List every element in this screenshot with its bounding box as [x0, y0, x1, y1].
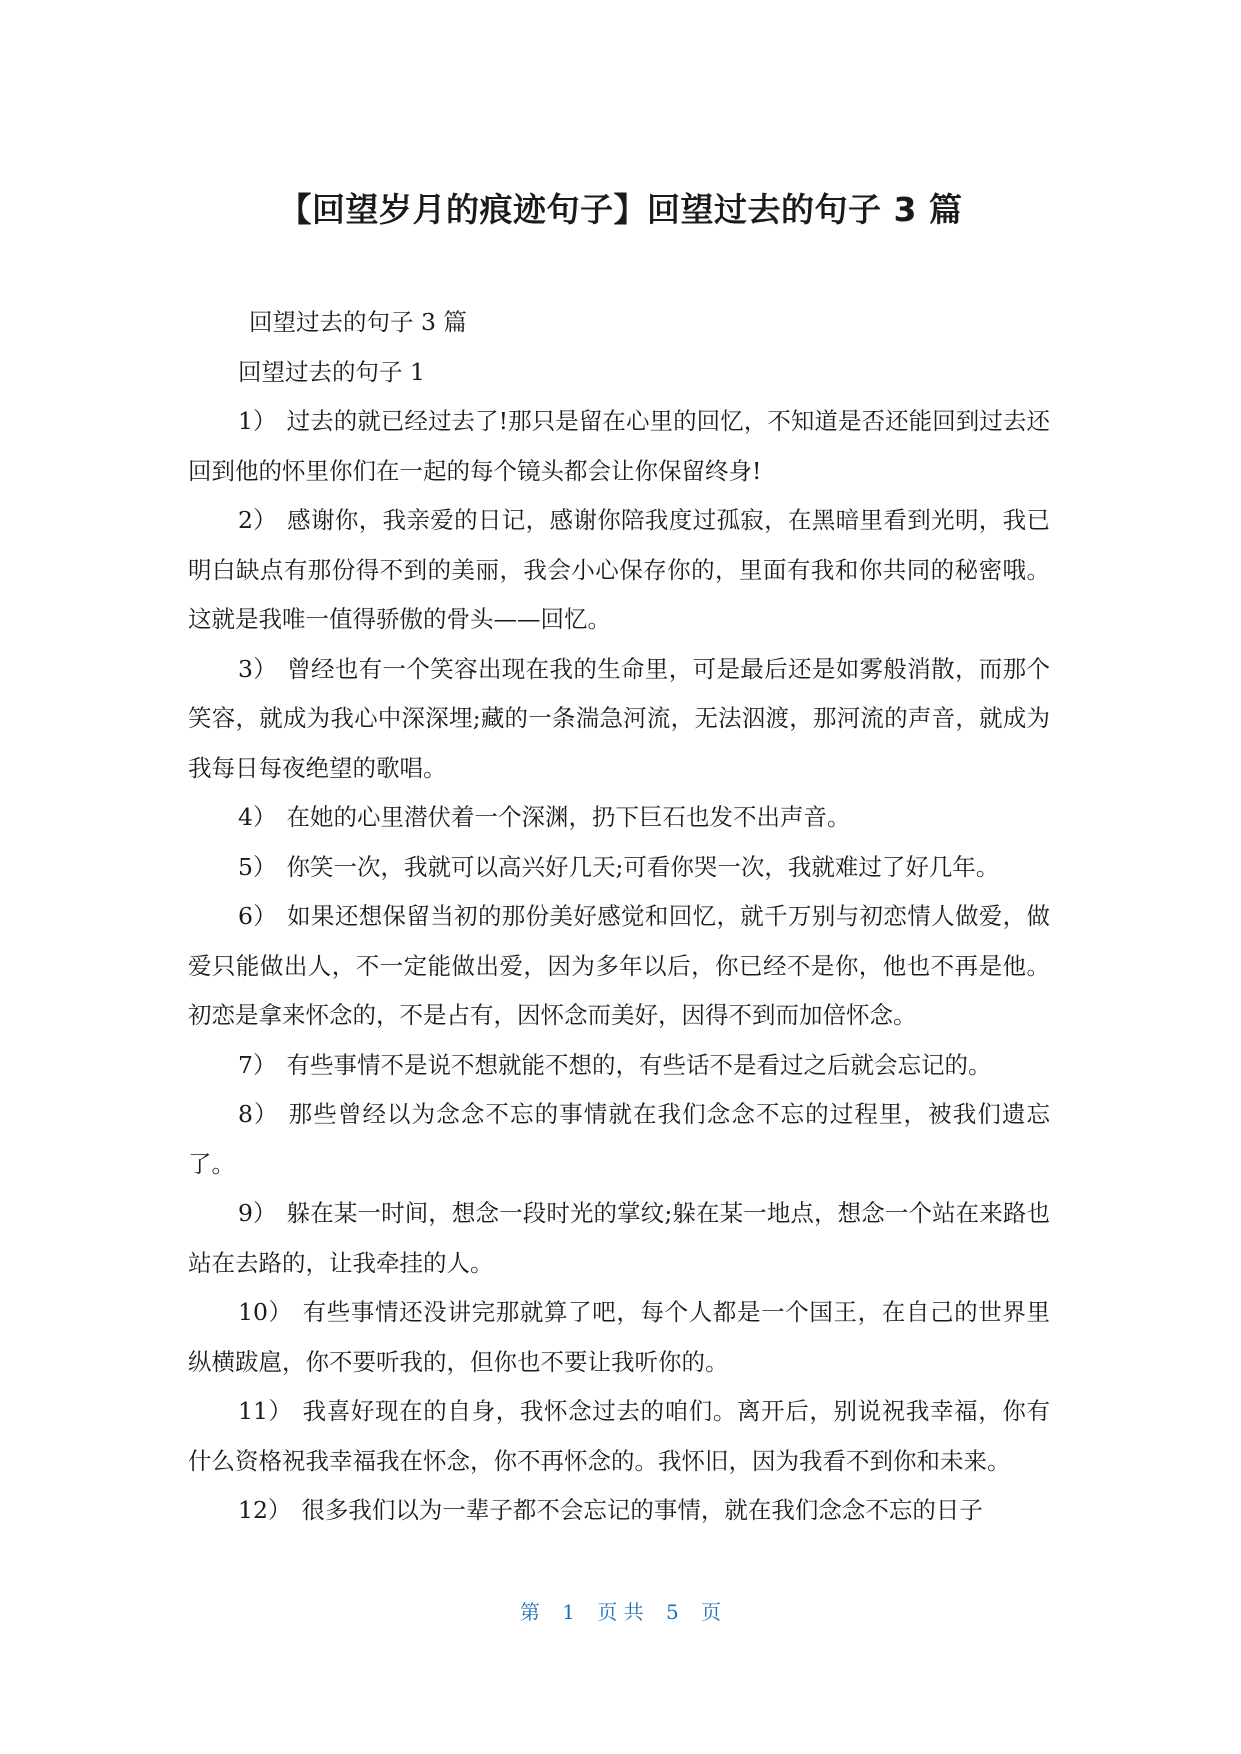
list-item: [188, 892, 1050, 1041]
item-text: 曾经也有一个笑容出现在我的生命里，可是最后还是如雾般消散，而那个笑容，就成为我心中深深埋;藏的一条湍急河流，无法泅渡，那河流的声音，就成为我每日每夜绝望的歌唱。: [188, 654, 1051, 782]
list-item: [188, 1090, 1050, 1189]
item-number: 5）: [238, 852, 277, 881]
list-item: [188, 843, 1050, 893]
item-text: 有些事情不是说不想就能不想的，有些话不是看过之后就会忘记的。: [286, 1050, 992, 1079]
item-number: 7）: [238, 1050, 277, 1079]
item-number: 6）: [238, 902, 278, 930]
item-text: 我喜好现在的自身，我怀念过去的咱们。离开后，别说祝我幸福，你有什么资格祝我幸福我在怀念，你不再怀念的。我怀旧，因为我看不到你和未来。: [188, 1397, 1051, 1475]
item-number: 8）: [238, 1100, 279, 1128]
item-number: 11）: [238, 1397, 293, 1425]
list-item: [188, 1041, 1050, 1091]
list-item: [188, 1189, 1050, 1288]
footer-total-pages: 5: [666, 1600, 679, 1624]
item-text: 那些曾经以为念念不忘的事情就在我们念念不忘的过程里，被我们遗忘了。: [188, 1100, 1051, 1178]
item-number: 3）: [238, 654, 278, 683]
footer-mid: 页 共: [597, 1600, 644, 1624]
footer-prefix: 第: [519, 1600, 540, 1624]
footer-current-page: 1: [562, 1600, 575, 1624]
item-number: 9）: [238, 1199, 277, 1227]
item-text: 躲在某一时间，想念一段时光的掌纹;躲在某一地点，想念一个站在来路也站在去路的，让我牵挂的人。: [188, 1199, 1051, 1277]
list-item: [188, 1486, 1050, 1536]
document-subtitle: 回望过去的句子 3 篇: [249, 308, 467, 336]
item-text: 你笑一次，我就可以高兴好几天;可看你哭一次，我就难过了好几年。: [286, 852, 1000, 881]
item-text: 有些事情还没讲完那就算了吧，每个人都是一个国王，在自己的世界里纵横跋扈，你不要听我的，但你也不要让我听你的。: [188, 1298, 1051, 1376]
item-number: 2）: [238, 506, 278, 534]
page-footer: [0, 1596, 1241, 1625]
item-number: 1）: [238, 407, 277, 435]
list-item: [188, 793, 1050, 843]
section-heading: 回望过去的句子 1: [238, 357, 425, 386]
item-text: 过去的就已经过去了!那只是留在心里的回忆，不知道是否还能回到过去还回到他的怀里你们在一起的每个镜头都会让你保留终身!: [188, 407, 1050, 485]
item-text: 如果还想保留当初的那份美好感觉和回忆，就千万别与初恋情人做爱，做爱只能做出人，不一定能做出爱，因为多年以后，你已经不是你，他也不再是他。初恋是拿来怀念的，不是占有，因怀念而美好，因得不到而加倍怀念。: [188, 902, 1051, 1029]
item-number: 10）: [238, 1298, 293, 1326]
document-title: 【回望岁月的痕迹句子】回望过去的句子 3 篇: [278, 190, 963, 229]
document-body: [188, 298, 1050, 1536]
list-item: [188, 496, 1050, 645]
footer-suffix: 页: [701, 1600, 722, 1624]
item-number: 4）: [238, 803, 277, 831]
item-text: 在她的心里潜伏着一个深渊，扔下巨石也发不出声音。: [286, 803, 851, 831]
item-text: 感谢你，我亲爱的日记，感谢你陪我度过孤寂，在黑暗里看到光明，我已明白缺点有那份得不到的美丽，我会小心保存你的，里面有我和你共同的秘密哦。这就是我唯一值得骄傲的骨头——回忆。: [188, 506, 1051, 633]
list-item: [188, 397, 1050, 496]
list-item: [188, 645, 1050, 794]
item-text: 很多我们以为一辈子都不会忘记的事情，就在我们念念不忘的日子: [301, 1496, 983, 1524]
list-item: [188, 1288, 1050, 1387]
item-number: 12）: [238, 1496, 292, 1524]
list-item: [188, 1387, 1050, 1486]
